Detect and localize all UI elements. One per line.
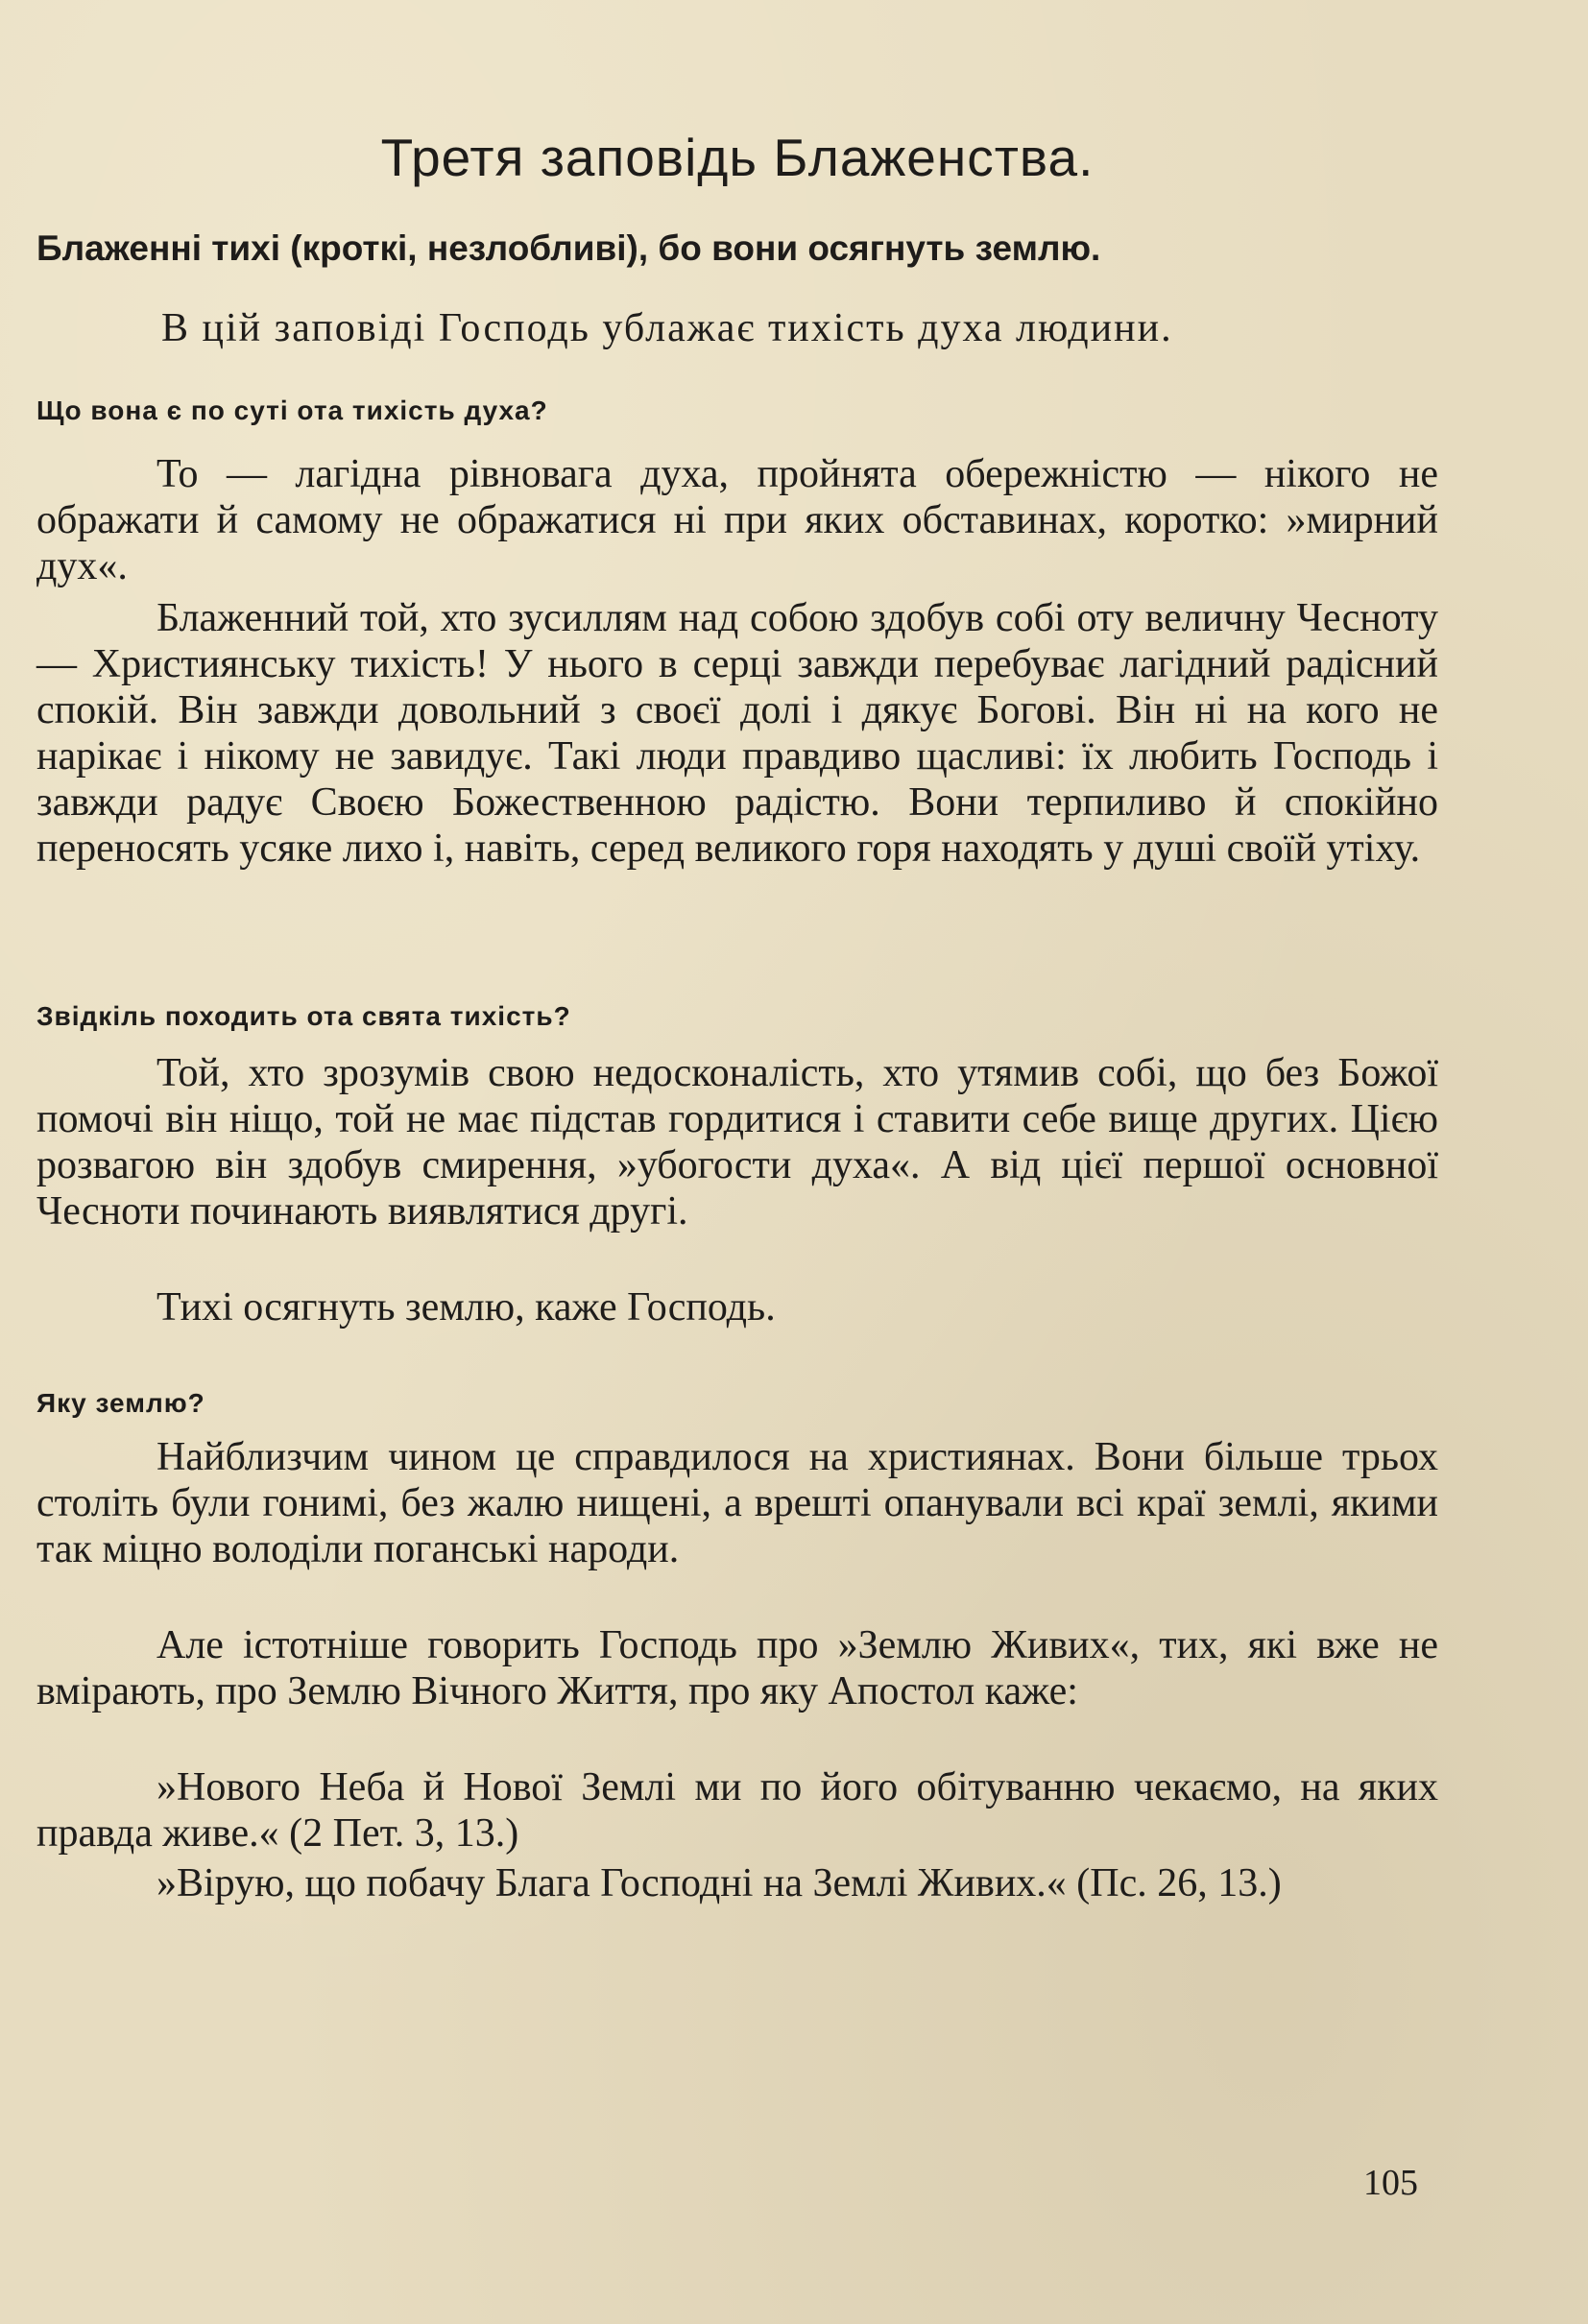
paragraph: Той, хто зрозумів свою недосконалість, хто утямив собі, що без Божої помочі він ніщо, той не має підстав гордитися і ставити себе вище других. Цією розвагою він здобув смирення, »убогости духа«. А від цієї першої основної Чесноти починають виявлятися другі. bbox=[36, 1051, 1438, 1234]
section-question: Що вона є по суті ота тихість духа? bbox=[36, 395, 548, 425]
intro-line: В цій заповіді Господь ублажає тихість духа людини. bbox=[161, 306, 1173, 350]
paragraph: »Нового Неба й Нової Землі ми по його обітуванню чекаємо, на яких правда живе.« (2 Пет. 3, 13.) bbox=[36, 1765, 1438, 1856]
paragraph: Але істотніше говорить Господь про »Землю Живих«, тих, які вже не вмірають, про Землю Вічного Життя, про яку Апостол каже: bbox=[36, 1623, 1438, 1713]
section-question: Яку землю? bbox=[36, 1388, 205, 1418]
paragraph: Тихі осягнуть землю, каже Господь. bbox=[156, 1285, 776, 1330]
paragraph: »Вірую, що побачу Блага Господні на Землі Живих.« (Пс. 26, 13.) bbox=[156, 1861, 1282, 1905]
section-question: Звідкіль походить ота свята тихість? bbox=[36, 1001, 571, 1031]
paragraph: То — лагідна рівновага духа, пройнята обережністю — нікого не ображати й самому не ображатися ні при яких обставинах, коротко: »мирний дух«. bbox=[36, 452, 1438, 588]
paragraph: Блаженний той, хто зусиллям над собою здобув собі оту величну Чесноту — Християнську тихість! У нього в серці завжди перебуває лагідний радісний спокій. Він завжди довольний з своєї долі і дякує Богові. Він ні на кого не нарікає і нікому не завидує. Такі люди правдиво щасливі: їх любить Господь і завжди радує Своєю Божественною радістю. Вони терпиливо й спокійно переносять усяке лихо і, навіть, серед великого горя находять у душі своїй утіху. bbox=[36, 596, 1438, 871]
paragraph: Найблизчим чином це справдилося на християнах. Вони більше трьох століть були гонимі, без жалю нищені, а врешті опанували всі краї землі, якими так міцно володіли поганські народи. bbox=[36, 1435, 1438, 1571]
beatitude-heading: Блаженні тихі (кроткі, незлобливі), бо вони осягнуть землю. bbox=[36, 228, 1101, 268]
page-title: Третя заповідь Блаженства. bbox=[380, 128, 1095, 187]
book-page bbox=[36, 0, 1438, 2324]
page-number: 105 bbox=[1363, 2163, 1418, 2203]
